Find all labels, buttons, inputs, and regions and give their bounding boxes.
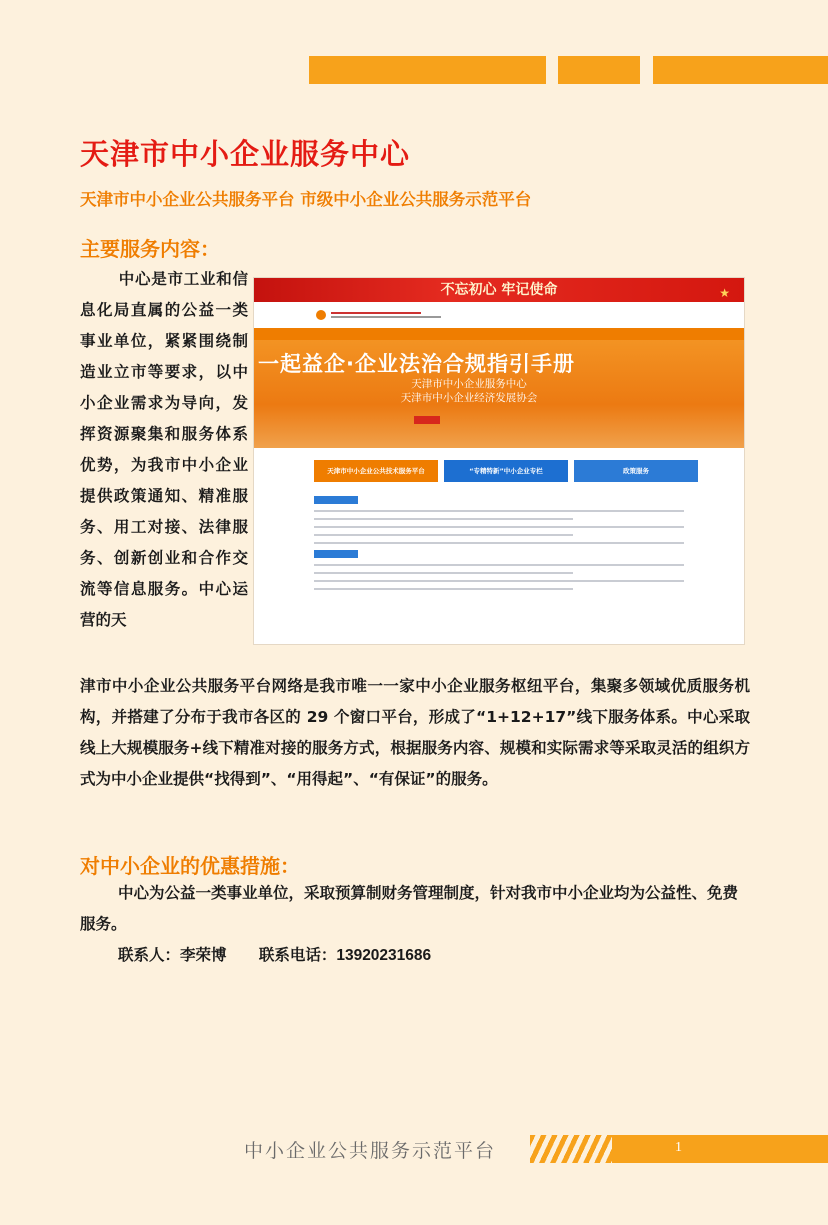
services-full-text: 津市中小企业公共服务平台网络是我市唯一一家中小企业服务枢纽平台，集聚多领域优质服务机构，并搭建了分布于我市各区的 29 个窗口平台，形成了“1+12+17”线下服务体系。中心采取线上大规模服务+线下精准对接的服务方式，根据服务内容、规模和实际需求等采取灵活的组织方式为中小企业提供“找得到”、“用得起”、“有保证”的服务。	[80, 677, 750, 788]
list-header	[314, 550, 358, 558]
list-item	[314, 542, 684, 544]
screenshot-banner-text: 不忘初心 牢记使命	[440, 282, 558, 298]
page-subtitle: 天津市中小企业公共服务平台 市级中小企业公共服务示范平台	[80, 190, 532, 209]
footer-stripes	[530, 1135, 612, 1163]
website-screenshot	[254, 278, 744, 644]
footer-bar	[612, 1135, 828, 1163]
screenshot-nav	[254, 328, 744, 340]
contact-line	[118, 943, 431, 965]
top-decor-bar-1	[309, 56, 546, 84]
screenshot-cards	[254, 448, 744, 482]
site-logo-text	[331, 310, 441, 320]
list-item	[314, 564, 684, 566]
screenshot-news-list	[254, 482, 744, 590]
list-item	[314, 510, 684, 512]
hero-subtitle	[354, 377, 584, 405]
list-item	[314, 580, 684, 582]
list-item	[314, 526, 684, 528]
services-column-text-body: 中心是市工业和信息化局直属的公益一类事业单位，紧紧围绕制造业立市等要求，以中小企业需求为导向，发挥资源聚集和服务体系优势，为我市中小企业提供政策通知、精准服务、用工对接、法律服务、创新创业和合作交流等信息服务。中心运营的天	[80, 270, 248, 629]
services-column-text	[80, 264, 248, 636]
contact-person: 联系人：李荣博	[118, 947, 227, 964]
contact-phone: 联系电话：13920231686	[258, 947, 432, 964]
screenshot-hero	[254, 340, 744, 448]
list-header	[314, 496, 358, 504]
list-item	[314, 588, 573, 590]
card-specialized: “专精特新”中小企业专栏	[444, 460, 568, 482]
footer-text: 中小企业公共服务示范平台	[244, 1140, 497, 1162]
offers-heading: 对中小企业的优惠措施：	[80, 854, 300, 878]
hero-line-2: 天津市中小企业经济发展协会	[400, 392, 538, 404]
card-policy: 政策服务	[574, 460, 698, 482]
site-logo-icon	[316, 310, 326, 320]
hero-title: 一起益企·企业法治合规指引手册	[258, 352, 575, 376]
hero-line-1: 天津市中小企业服务中心	[411, 378, 527, 390]
list-item	[314, 534, 573, 536]
services-heading: 主要服务内容：	[80, 237, 220, 261]
list-item	[314, 572, 573, 574]
page-title: 天津市中小企业服务中心	[80, 137, 411, 171]
flag-icon: ★	[719, 286, 730, 300]
screenshot-logo-row	[254, 302, 744, 328]
page-number: 1	[675, 1140, 682, 1155]
list-item	[314, 518, 573, 520]
hero-button	[414, 416, 440, 424]
offers-text: 中心为公益一类事业单位，采取预算制财务管理制度，针对我市中小企业均为公益性、免费服务。	[80, 884, 739, 933]
card-tech-platform: 天津市中小企业公共技术服务平台	[314, 460, 438, 482]
screenshot-banner	[254, 278, 744, 302]
top-decor-bar-3	[653, 56, 828, 84]
top-decor-bar-2	[558, 56, 640, 84]
